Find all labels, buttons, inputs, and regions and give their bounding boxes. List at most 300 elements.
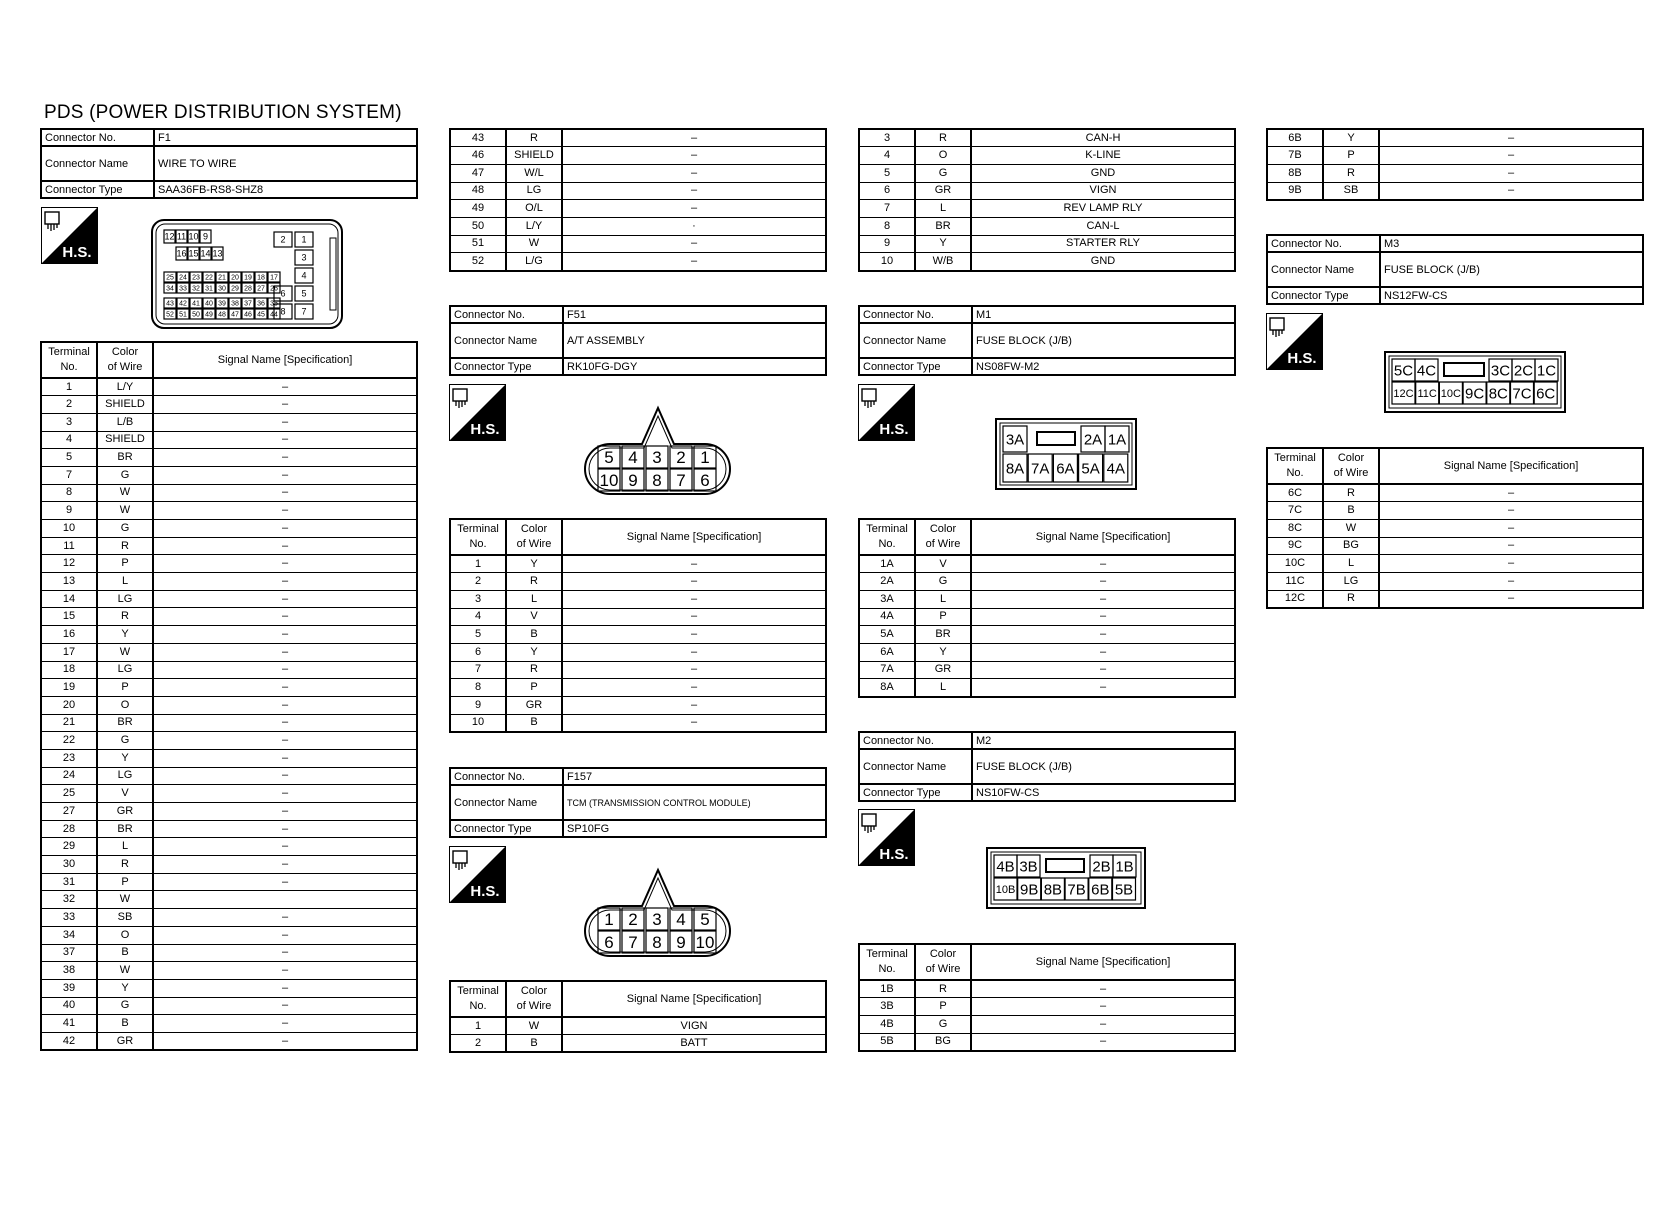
svg-text:H.S.: H.S. <box>470 421 500 438</box>
table-row <box>1267 129 1643 147</box>
f51-terminal-table-cont <box>858 128 1236 272</box>
pin-label: 3B <box>1019 858 1038 876</box>
hs-icon <box>1266 313 1323 370</box>
wire-color-cell: R <box>97 856 153 874</box>
terminal-no-cell: 52 <box>450 253 506 271</box>
wire-color-cell: LG <box>97 661 153 679</box>
pin-label: 48 <box>218 311 226 319</box>
pin-label: 4B <box>996 858 1015 876</box>
pin-label: 7 <box>676 471 686 491</box>
table-row <box>41 979 417 997</box>
table-row <box>859 590 1235 608</box>
signal-name-cell: VIGN <box>562 1017 826 1035</box>
pin-label: 7B <box>1067 881 1086 899</box>
pin-label: 9 <box>628 471 638 491</box>
pin-label: 44 <box>270 311 278 319</box>
m2-terminal-table-cont <box>1266 128 1644 201</box>
signal-name-cell: – <box>153 679 417 697</box>
signal-name-cell: – <box>971 1033 1235 1051</box>
wire-color-cell: SHIELD <box>97 396 153 414</box>
pin-label: 9 <box>202 231 209 242</box>
signal-name-cell: – <box>562 626 826 644</box>
wire-color-cell: P <box>1323 147 1379 165</box>
wire-color-cell: P <box>915 998 971 1016</box>
signal-name-cell: – <box>153 803 417 821</box>
pin-label: 6B <box>1091 881 1110 899</box>
signal-name-cell: – <box>562 573 826 591</box>
terminal-no-cell: 7C <box>1267 502 1323 520</box>
terminal-no-cell: 7 <box>859 200 915 218</box>
wire-color-cell: L <box>506 590 562 608</box>
table-row <box>450 626 826 644</box>
signal-name-cell: – <box>971 679 1235 697</box>
table-row <box>859 235 1235 253</box>
table-row <box>450 164 826 182</box>
terminal-no-cell: 3 <box>41 413 97 431</box>
table-row <box>41 449 417 467</box>
wire-color-cell: BR <box>97 449 153 467</box>
signal-name-cell: – <box>153 661 417 679</box>
signal-name-cell: – <box>562 164 826 182</box>
table-row <box>450 1035 826 1053</box>
pin-label: 9B <box>1020 881 1039 899</box>
signal-name-header: Signal Name [Specification] <box>1379 448 1643 484</box>
wire-color-cell: GR <box>97 803 153 821</box>
terminal-no-cell: 25 <box>41 785 97 803</box>
pin-label: 45 <box>257 311 265 319</box>
table-row <box>1267 555 1643 573</box>
table-row <box>41 856 417 874</box>
wire-color-cell: BR <box>97 820 153 838</box>
terminal-no-cell: 8C <box>1267 519 1323 537</box>
pin-label: 2C <box>1513 362 1534 380</box>
pin-label: 2 <box>628 910 638 930</box>
pin-label: 5 <box>604 448 614 468</box>
signal-name-cell: – <box>971 573 1235 591</box>
terminal-no-cell: 6B <box>1267 129 1323 147</box>
f1-terminal-table-cont <box>449 128 827 272</box>
signal-name-cell: – <box>153 696 417 714</box>
f1-header <box>40 128 418 199</box>
signal-name-cell: STARTER RLY <box>971 235 1235 253</box>
signal-name-cell: – <box>971 661 1235 679</box>
pin-label: 4A <box>1106 460 1125 478</box>
pin-label: 21 <box>218 274 226 282</box>
pin-label: 10 <box>599 471 619 491</box>
table-row <box>41 484 417 502</box>
wire-color-cell: L <box>1323 555 1379 573</box>
table-row <box>41 820 417 838</box>
table-row <box>41 643 417 661</box>
table-row <box>859 661 1235 679</box>
pin-label: 8 <box>280 306 286 317</box>
signal-name-cell: – <box>153 396 417 414</box>
terminal-no-cell: 1 <box>41 378 97 396</box>
terminal-no-cell: 10C <box>1267 555 1323 573</box>
table-row <box>1267 484 1643 502</box>
f157-terminal-table <box>449 980 827 1053</box>
terminal-no-cell: 31 <box>41 873 97 891</box>
svg-text:H.S.: H.S. <box>470 883 500 900</box>
pin-label: 25 <box>166 274 174 282</box>
wire-color-cell: W <box>97 484 153 502</box>
pin-label: 4 <box>676 910 686 930</box>
wire-color-cell: Y <box>1323 129 1379 147</box>
table-row <box>41 555 417 573</box>
signal-name-cell: – <box>1379 129 1643 147</box>
signal-name-cell: GND <box>971 253 1235 271</box>
table-row <box>450 661 826 679</box>
terminal-no-cell: 8B <box>1267 164 1323 182</box>
terminal-no-cell: 9 <box>450 697 506 715</box>
terminal-no-cell: 22 <box>41 732 97 750</box>
table-row <box>41 413 417 431</box>
table-row <box>41 590 417 608</box>
pin-label: 42 <box>179 300 187 308</box>
table-row <box>450 217 826 235</box>
pin-label: 38 <box>231 300 239 308</box>
signal-name-cell: – <box>153 785 417 803</box>
pin-label: 2 <box>676 448 686 468</box>
terminal-no-cell: 28 <box>41 820 97 838</box>
table-row <box>1267 182 1643 200</box>
pin-label: 2 <box>280 234 286 245</box>
color-of-wire-header: Color of Wire <box>506 981 562 1017</box>
pin-label: 10B <box>995 883 1016 896</box>
pin-label: 5B <box>1114 881 1134 899</box>
table-row <box>859 980 1235 998</box>
terminal-no-cell: 4A <box>859 608 915 626</box>
terminal-no-cell: 4 <box>450 608 506 626</box>
connector-name-value: A/T ASSEMBLY <box>563 323 826 358</box>
connector-no-value: F1 <box>154 129 417 146</box>
connector-type-label: Connector Type <box>859 358 972 375</box>
table-row <box>41 431 417 449</box>
connector-name-label: Connector Name <box>450 785 563 820</box>
table-row <box>859 164 1235 182</box>
svg-text:H.S.: H.S. <box>879 421 909 438</box>
signal-name-cell: – <box>1379 537 1643 555</box>
table-row <box>41 396 417 414</box>
connector-name-label: Connector Name <box>450 323 563 358</box>
signal-name-cell: – <box>1379 572 1643 590</box>
connector-type-label: Connector Type <box>1267 287 1380 304</box>
terminal-no-header: Terminal No. <box>450 981 506 1017</box>
table-row <box>41 926 417 944</box>
signal-name-header: Signal Name [Specification] <box>562 519 826 555</box>
pin-label: 31 <box>205 285 213 293</box>
table-row <box>859 129 1235 147</box>
wire-color-cell: P <box>97 555 153 573</box>
terminal-no-cell: 32 <box>41 891 97 909</box>
pin-label: 1 <box>301 234 307 245</box>
terminal-no-cell: 2 <box>41 396 97 414</box>
pin-label: 10 <box>695 933 715 953</box>
svg-text:H.S.: H.S. <box>62 244 92 261</box>
wire-color-cell: GR <box>506 697 562 715</box>
wire-color-cell: R <box>506 129 562 147</box>
signal-name-cell: – <box>971 608 1235 626</box>
wire-color-cell: R <box>506 573 562 591</box>
color-of-wire-header: Color of Wire <box>97 342 153 378</box>
table-row <box>450 253 826 271</box>
terminal-no-cell: 1A <box>859 555 915 573</box>
table-row <box>1267 164 1643 182</box>
pin-label: 3 <box>301 252 307 263</box>
terminal-no-cell: 3A <box>859 590 915 608</box>
wire-color-cell: GR <box>915 182 971 200</box>
signal-name-cell: – <box>1379 555 1643 573</box>
pin-label: 12 <box>164 231 175 242</box>
terminal-no-cell: 24 <box>41 767 97 785</box>
signal-name-cell: – <box>153 767 417 785</box>
signal-name-cell: – <box>971 555 1235 573</box>
terminal-no-cell: 8 <box>859 217 915 235</box>
table-row <box>41 466 417 484</box>
m2-header <box>858 731 1236 802</box>
signal-name-cell: – <box>562 555 826 573</box>
wire-color-cell: O <box>97 926 153 944</box>
wire-color-cell: LG <box>97 767 153 785</box>
connector-type-label: Connector Type <box>450 358 563 375</box>
terminal-no-cell: 33 <box>41 909 97 927</box>
f1-connector-diagram <box>150 218 346 332</box>
svg-text:H.S.: H.S. <box>1287 350 1317 367</box>
pin-label: 3 <box>652 910 662 930</box>
terminal-no-cell: 30 <box>41 856 97 874</box>
terminal-no-cell: 21 <box>41 714 97 732</box>
pin-label: 47 <box>231 311 239 319</box>
table-row <box>450 235 826 253</box>
pin-label: 3 <box>652 448 662 468</box>
terminal-no-cell: 41 <box>41 1015 97 1033</box>
pin-label: 4 <box>301 270 307 281</box>
signal-name-cell: – <box>153 838 417 856</box>
signal-name-cell: – <box>971 1015 1235 1033</box>
terminal-no-cell: 12 <box>41 555 97 573</box>
pin-label: 1 <box>604 910 614 930</box>
m1-terminal-table <box>858 518 1236 698</box>
wire-color-cell: L/Y <box>97 378 153 396</box>
signal-name-cell: – <box>153 449 417 467</box>
connector-no-value: F157 <box>563 768 826 785</box>
signal-name-cell: – <box>153 555 417 573</box>
terminal-no-cell: 46 <box>450 147 506 165</box>
signal-name-cell: – <box>153 714 417 732</box>
terminal-no-cell: 8 <box>450 679 506 697</box>
connector-name-value: FUSE BLOCK (J/B) <box>972 323 1235 358</box>
f1-terminal-table <box>40 341 418 1051</box>
pin-label: 52 <box>166 311 174 319</box>
wire-color-cell: R <box>1323 164 1379 182</box>
terminal-no-cell: 1 <box>450 1017 506 1035</box>
pin-label: 40 <box>205 300 213 308</box>
color-of-wire-header: Color of Wire <box>506 519 562 555</box>
terminal-no-cell: 6 <box>450 643 506 661</box>
pin-label: 7 <box>628 933 638 953</box>
terminal-no-cell: 16 <box>41 626 97 644</box>
wire-color-cell: BR <box>915 217 971 235</box>
pin-label: 12C <box>1393 387 1414 400</box>
connector-type-label: Connector Type <box>450 820 563 837</box>
pin-label: 6 <box>280 288 286 299</box>
signal-name-cell: – <box>562 590 826 608</box>
pin-label: 50 <box>192 311 200 319</box>
terminal-no-cell: 37 <box>41 944 97 962</box>
signal-name-cell: – <box>153 732 417 750</box>
table-row <box>859 998 1235 1016</box>
terminal-no-cell: 42 <box>41 1032 97 1050</box>
terminal-no-cell: 17 <box>41 643 97 661</box>
terminal-no-cell: 3 <box>450 590 506 608</box>
table-row <box>1267 502 1643 520</box>
pin-label: 9 <box>676 933 686 953</box>
wire-color-cell: R <box>1323 590 1379 608</box>
table-row <box>41 661 417 679</box>
terminal-no-cell: 38 <box>41 962 97 980</box>
pin-label: 32 <box>192 285 200 293</box>
table-row <box>859 608 1235 626</box>
pin-label: 39 <box>218 300 226 308</box>
wire-color-cell: Y <box>97 626 153 644</box>
wire-color-cell: G <box>915 573 971 591</box>
pin-label: 5A <box>1081 460 1100 478</box>
table-row <box>450 182 826 200</box>
connector-no-value: M1 <box>972 306 1235 323</box>
wire-color-cell: L/B <box>97 413 153 431</box>
wire-color-cell: L <box>915 200 971 218</box>
wire-color-cell: GR <box>97 1032 153 1050</box>
signal-name-cell: – <box>153 820 417 838</box>
connector-name-label: Connector Name <box>859 749 972 784</box>
signal-name-cell: – <box>562 147 826 165</box>
table-row <box>859 555 1235 573</box>
connector-name-label: Connector Name <box>1267 252 1380 287</box>
pin-label: 1C <box>1536 362 1557 380</box>
wire-color-cell: P <box>97 679 153 697</box>
pin-label: 2A <box>1083 431 1103 449</box>
pin-label: 20 <box>231 274 239 282</box>
signal-name-cell: – <box>153 962 417 980</box>
table-row <box>450 147 826 165</box>
wire-color-cell: B <box>506 626 562 644</box>
terminal-no-header: Terminal No. <box>859 944 915 980</box>
connector-name-label: Connector Name <box>41 146 154 181</box>
terminal-no-cell: 4 <box>41 431 97 449</box>
connector-no-label: Connector No. <box>450 768 563 785</box>
signal-name-cell: – <box>153 378 417 396</box>
terminal-no-cell: 8 <box>41 484 97 502</box>
connector-no-value: M2 <box>972 732 1235 749</box>
connector-no-value: F51 <box>563 306 826 323</box>
wire-color-cell: B <box>1323 502 1379 520</box>
table-row <box>41 909 417 927</box>
m3-connector-diagram <box>1384 351 1566 413</box>
terminal-no-cell: 1 <box>450 555 506 573</box>
signal-name-cell: REV LAMP RLY <box>971 200 1235 218</box>
table-row <box>450 608 826 626</box>
signal-name-header: Signal Name [Specification] <box>153 342 417 378</box>
signal-name-cell: – <box>971 626 1235 644</box>
hs-icon <box>41 207 98 264</box>
terminal-no-cell: 2 <box>450 573 506 591</box>
table-row <box>859 573 1235 591</box>
wire-color-cell: O/L <box>506 200 562 218</box>
wire-color-cell: Y <box>506 555 562 573</box>
pin-label: 1B <box>1115 858 1134 876</box>
m3-header <box>1266 234 1644 305</box>
connector-name-value: FUSE BLOCK (J/B) <box>1380 252 1643 287</box>
terminal-no-cell: 27 <box>41 803 97 821</box>
hs-icon <box>858 384 915 441</box>
pin-label: 16 <box>176 248 187 259</box>
wire-color-cell: BG <box>1323 537 1379 555</box>
wire-color-cell: O <box>915 147 971 165</box>
table-row <box>450 1017 826 1035</box>
terminal-no-cell: 19 <box>41 679 97 697</box>
terminal-no-cell: 40 <box>41 997 97 1015</box>
connector-type-value: RK10FG-DGY <box>563 358 826 375</box>
wire-color-cell: LG <box>506 182 562 200</box>
pin-label: 2B <box>1092 858 1111 876</box>
pin-label: 18 <box>257 274 265 282</box>
wire-color-cell: O <box>97 696 153 714</box>
signal-name-cell: – <box>153 573 417 591</box>
signal-name-cell: – <box>971 643 1235 661</box>
wire-color-cell: SHIELD <box>97 431 153 449</box>
signal-name-cell: – <box>153 979 417 997</box>
terminal-no-cell: 7 <box>450 661 506 679</box>
wire-color-cell: B <box>506 1035 562 1053</box>
connector-type-label: Connector Type <box>859 784 972 801</box>
table-row <box>41 997 417 1015</box>
wire-color-cell: B <box>97 1015 153 1033</box>
wire-color-cell: W <box>1323 519 1379 537</box>
terminal-no-cell: 8A <box>859 679 915 697</box>
terminal-no-cell: 50 <box>450 217 506 235</box>
hs-icon <box>449 384 506 441</box>
hs-icon <box>858 809 915 866</box>
wire-color-cell: SB <box>97 909 153 927</box>
terminal-no-cell: 3B <box>859 998 915 1016</box>
wire-color-cell: P <box>915 608 971 626</box>
pin-label: 33 <box>179 285 187 293</box>
table-row <box>859 626 1235 644</box>
signal-name-header: Signal Name [Specification] <box>971 944 1235 980</box>
terminal-no-cell: 13 <box>41 573 97 591</box>
connector-name-label: Connector Name <box>859 323 972 358</box>
wire-color-cell: V <box>97 785 153 803</box>
pin-label: 17 <box>270 274 278 282</box>
table-row <box>41 537 417 555</box>
signal-name-cell: – <box>971 980 1235 998</box>
pin-label: 19 <box>244 274 252 282</box>
pin-label: 10C <box>1440 387 1461 400</box>
signal-name-cell: CAN-H <box>971 129 1235 147</box>
terminal-no-cell: 15 <box>41 608 97 626</box>
page-title: PDS (POWER DISTRIBUTION SYSTEM) <box>44 102 402 123</box>
wire-color-cell: G <box>97 732 153 750</box>
signal-name-cell: – <box>153 608 417 626</box>
pin-label: 26 <box>270 285 278 293</box>
table-row <box>41 749 417 767</box>
table-row <box>41 732 417 750</box>
pin-label: 7A <box>1031 460 1050 478</box>
table-row <box>41 626 417 644</box>
terminal-no-cell: 11C <box>1267 572 1323 590</box>
connector-type-value: NS08FW-M2 <box>972 358 1235 375</box>
terminal-no-cell: 51 <box>450 235 506 253</box>
